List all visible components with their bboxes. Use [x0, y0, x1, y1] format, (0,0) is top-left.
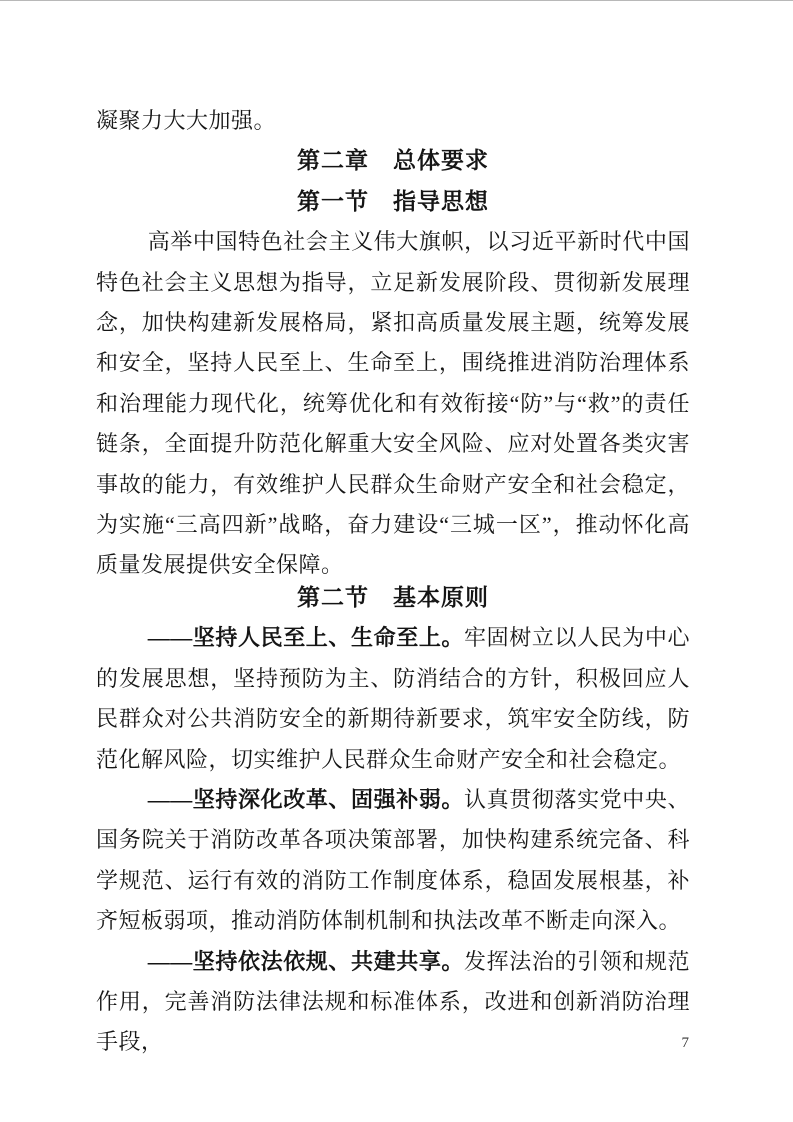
principle-3-lead: ——坚持依法依规、共建共享。: [147, 948, 465, 974]
principle-2-text: 认真贯彻落实党中央、国务院关于消防改革各项决策部署，加快构建系统完备、科学规范、运行有效的消防工作制度体系，稳固发展根基，补齐短板弱项，推动消防体制机制和执法改革不断走向深入。: [96, 786, 690, 934]
chapter-heading: 第二章 总体要求: [297, 148, 489, 174]
paragraph-intro-tail: 凝聚力大大加强。: [96, 108, 277, 133]
section-1-heading: 第一节 指导思想: [297, 188, 489, 214]
paragraph-principle-3: [96, 942, 690, 1063]
principle-1-text: 牢固树立以人民为中心的发展思想，坚持预防为主、防消结合的方针，积极回应人民群众对公共消防安全的新期待新要求，筑牢安全防线，防范化解风险，切实维护人民群众生命财产安全和社会稳定。: [96, 625, 690, 772]
principle-1-lead: ——坚持人民至上、生命至上。: [147, 625, 465, 651]
principle-2-lead: ——坚持深化改革、固强补弱。: [147, 786, 465, 812]
paragraph-principle-2: [96, 780, 690, 942]
principle-3-text: 发挥法治的引领和规范作用，完善消防法律法规和标准体系，改进和创新消防治理手段，: [96, 948, 690, 1055]
document-body: [96, 101, 690, 1063]
paragraph-principle-1: [96, 618, 690, 780]
page-number: 7: [681, 1035, 689, 1051]
section-2-heading: 第二节 基本原则: [297, 584, 489, 610]
paragraph-guiding-ideology: 高举中国特色社会主义伟大旗帜，以习近平新时代中国特色社会主义思想为指导，立足新发展阶段、贯彻新发展理念，加快构建新发展格局，紧扣高质量发展主题，统筹发展和安全，坚持人民至上、生命至上，围绕推进消防治理体系和治理能力现代化，统筹优化和有效衔接“防”与“救”的责任链条，全面提升防范化解重大安全风险、应对处置各类灾害事故的能力，有效维护人民群众生命财产安全和社会稳定，为实施“三高四新”战略，奋力建设“三城一区”，推动怀化高质量发展提供安全保障。: [96, 229, 690, 578]
